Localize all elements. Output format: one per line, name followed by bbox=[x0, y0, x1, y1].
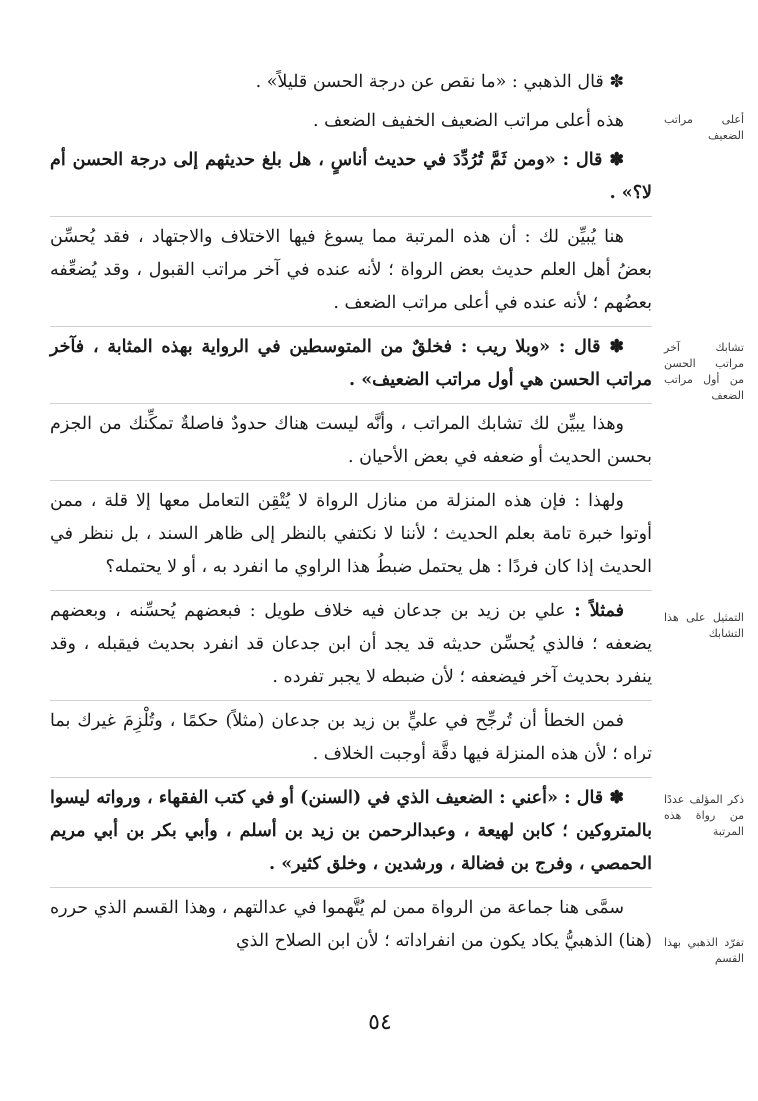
margin-note: تشابك آخر مراتب الحسن من أول مراتب الضعف bbox=[664, 341, 744, 402]
margin-note: أعلى مراتب الضعيف bbox=[664, 113, 744, 142]
paragraph-text: هذه أعلى مراتب الضعيف الخفيف الضعف . bbox=[312, 111, 624, 131]
paragraph-text: ✽ قال : «وبلا ريب : فخلقٌ من المتوسطين في الرواية بهذه المثابة ، فآخر مراتب الحسن هي أول مراتب الضعيف» . bbox=[50, 337, 652, 390]
explanation-6 bbox=[50, 887, 652, 964]
margin-note: تفرّد الذهبي بهذا القسم bbox=[664, 936, 744, 965]
explanation-3 bbox=[50, 403, 652, 480]
paragraph-text: فمثلاً : علي بن زيد بن جدعان فيه خلاف طويل : فبعضهم يُحسِّنه ، وبعضهم يضعفه ؛ فالذي يُحسِّن حديثه قد يجد أن ابن جدعان قد انفرد بحديث فيقبله ، وقد ينفرد بحديث آخر فيضعفه ؛ لأن ضبطه لا يجبر تفرده . bbox=[50, 601, 652, 687]
page-number: ٥٤ bbox=[368, 1010, 392, 1035]
explanation-4 bbox=[50, 480, 652, 590]
paragraph-text: سمَّى هنا جماعة من الرواة ممن لم يُتَّهموا في عدالتهم ، وهذا القسم الذي حرره (هنا) الذهبيُّ يكاد يكون من انفراداته ؛ لأن ابن الصلاح الذي bbox=[50, 898, 652, 951]
paragraph-text: وهذا يبيِّن لك تشابك المراتب ، وأنَّه ليست هناك حدودٌ فاصلةٌ تمكِّنك من الجزم بحسن الحديث أو ضعفه في بعض الأحيان . bbox=[50, 414, 652, 467]
explanation-2 bbox=[50, 216, 652, 326]
margin-note: ذكر المؤلف عددًا من رواة هذه المرتبة bbox=[664, 793, 744, 838]
quote-dhahabi-4 bbox=[50, 777, 652, 887]
main-text-column bbox=[50, 62, 652, 964]
paragraph-text: ✽ قال : «أعني : الضعيف الذي في (السنن) أو في كتب الفقهاء ، ورواته ليسوا بالمتروكين ؛ كابن لهيعة ، وعبدالرحمن بن زيد بن أسلم ، وأبي بكر بن أبي مريم الحمصي ، وفرج بن فضالة ، ورشدين ، وخلق كثير» . bbox=[50, 788, 652, 874]
paragraph-text: ولهذا : فإن هذه المنزلة من منازل الرواة لا يُتْقِن التعامل معها إلا قلة ، ممن أوتوا خبرة تامة بعلم الحديث ؛ لأننا لا نكتفي بالنظر إلى ظاهر السند ، بل ننظر في الحديث إذا كان فردًا : هل يحتمل ضبطُ هذا الراوي ما انفرد به ، أو لا يحتمله؟ bbox=[50, 491, 652, 577]
paragraph-text: هنا يُبيِّن لك : أن هذه المرتبة مما يسوغ فيها الاختلاف والاجتهاد ، فقد يُحسِّن بعضُ أهل العلم حديث بعض الرواة ؛ لأنه عنده في آخر مراتب القبول ، وقد يُضعِّفه بعضُهم ؛ لأنه عنده في أعلى مراتب الضعف . bbox=[50, 227, 652, 313]
quote-dhahabi-2 bbox=[50, 144, 652, 216]
example-paragraph bbox=[50, 590, 652, 700]
explanation-1 bbox=[50, 105, 652, 144]
quote-dhahabi-3 bbox=[50, 326, 652, 403]
margin-note: التمثيل على هذا التشابك bbox=[664, 611, 744, 640]
example-lead: فمثلاً : bbox=[574, 601, 624, 621]
paragraph-text: ✽ قال : «ومن ثَمَّ تُرُدِّدَ في حديث أناسٍ ، هل بلغ حديثهم إلى درجة الحسن أم لا؟» . bbox=[50, 150, 652, 203]
quote-dhahabi-1 bbox=[50, 62, 652, 105]
explanation-5 bbox=[50, 700, 652, 777]
paragraph-text: فمن الخطأ أن تُرجِّح في عليٍّ بن زيد بن جدعان (مثلاً) حكمًا ، وتُلْزِمَ غيرك بما تراه ؛ لأن هذه المنزلة فيها دقَّة أوجبت الخلاف . bbox=[50, 711, 652, 764]
paragraph-text: ✽ قال الذهبي : «ما نقص عن درجة الحسن قليلاً» . bbox=[255, 72, 624, 92]
